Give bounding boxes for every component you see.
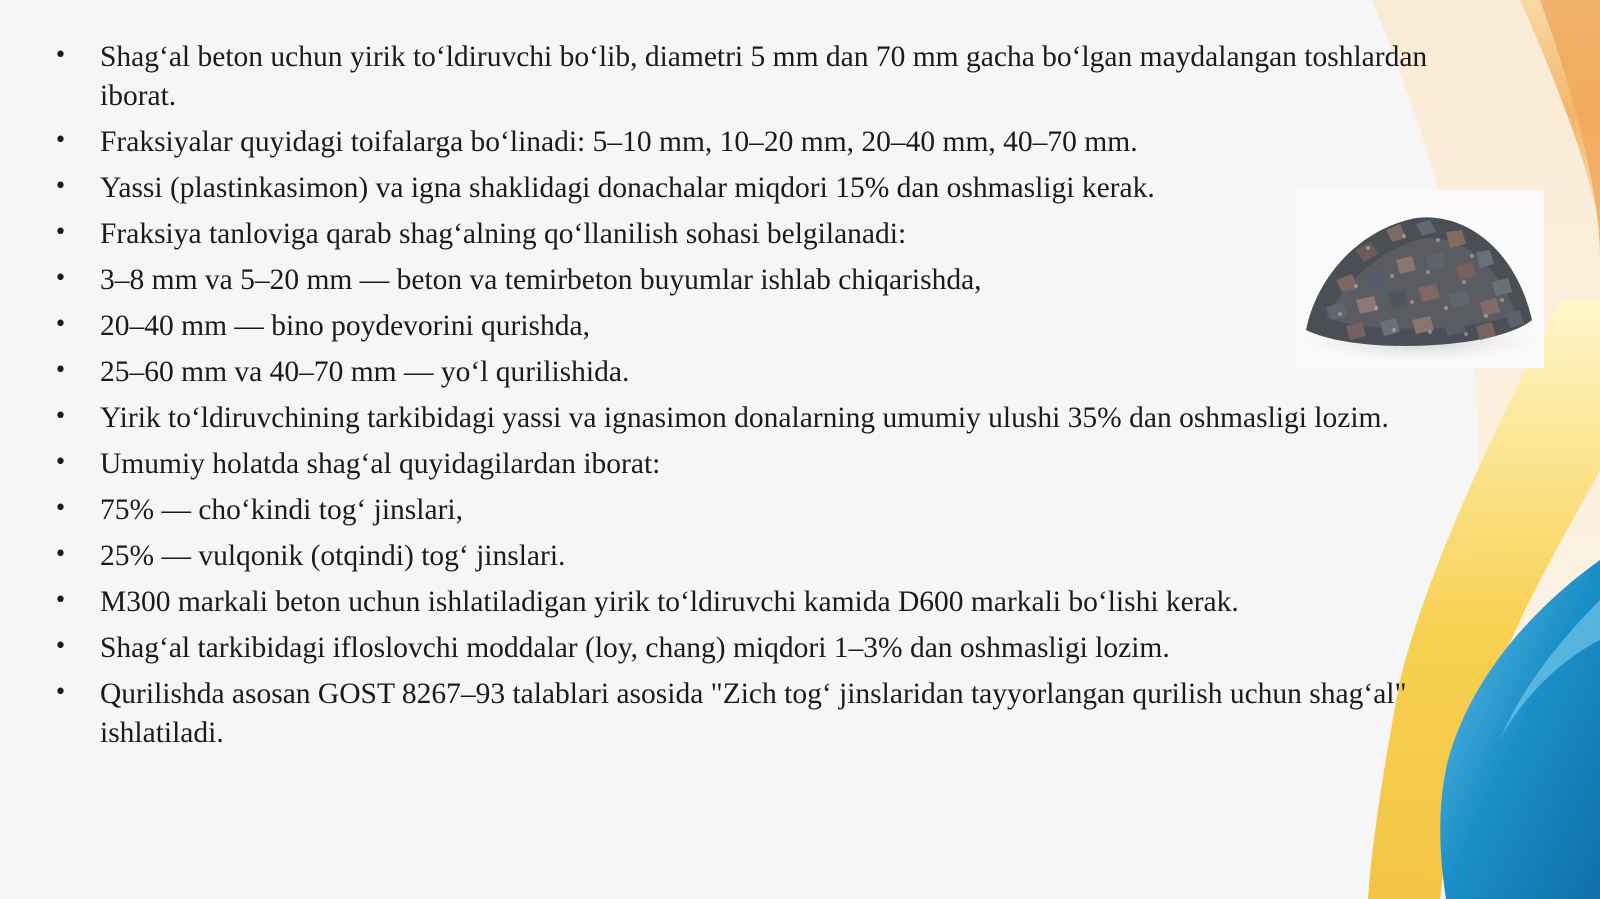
bullet-dot: • <box>54 358 67 383</box>
bullet-text: Yirik to‘ldiruvchining tarkibidagi yassi va ignasimon donalarning umumiy ulushi 35% dan oshmasligi lozim. <box>100 402 1389 434</box>
bullet-item <box>52 307 1472 346</box>
bullet-dot: • <box>54 588 67 613</box>
bullet-text: Umumiy holatda shag‘al quyidagilardan iborat: <box>100 448 661 480</box>
bullet-item <box>52 629 1472 668</box>
bullet-text: 25–60 mm va 40–70 mm — yo‘l qurilishida. <box>100 356 630 388</box>
bullet-item <box>52 261 1472 300</box>
bullet-dot: • <box>54 680 67 705</box>
bullet-item <box>52 583 1472 622</box>
bullet-item <box>52 169 1472 208</box>
bullet-item <box>52 399 1472 438</box>
bullet-item <box>52 491 1472 530</box>
bullet-item <box>52 215 1472 254</box>
bullet-item <box>52 38 1472 116</box>
gravel-pile-icon <box>1296 190 1544 368</box>
bullet-text: 25% — vulqonik (otqindi) tog‘ jinslari. <box>100 540 566 572</box>
bullet-text: 75% — cho‘kindi tog‘ jinslari, <box>100 494 463 526</box>
bullet-dot: • <box>54 220 67 245</box>
bullet-text: Qurilishda asosan GOST 8267–93 talablari asosida "Zich tog‘ jinslaridan tayyorlangan qurilish uchun shag‘al" ishlatiladi. <box>100 678 1407 749</box>
bullet-item <box>52 353 1472 392</box>
bullet-text: Shag‘al beton uchun yirik to‘ldiruvchi bo‘lib, diametri 5 mm dan 70 mm gacha bo‘lgan maydalangan toshlardan iborat. <box>100 41 1428 112</box>
bullet-item <box>52 445 1472 484</box>
bullet-dot: • <box>54 312 67 337</box>
gravel-pile-image <box>1296 190 1544 368</box>
bullet-dot: • <box>54 43 67 68</box>
bullet-dot: • <box>54 266 67 291</box>
bullet-text: M300 markali beton uchun ishlatiladigan yirik to‘ldiruvchi kamida D600 markali bo‘lishi kerak. <box>100 586 1239 618</box>
bullet-list <box>52 38 1472 760</box>
bullet-text: 20–40 mm — bino poydevorini qurishda, <box>100 310 590 342</box>
bullet-text: Fraksiyalar quyidagi toifalarga bo‘linadi: 5–10 mm, 10–20 mm, 20–40 mm, 40–70 mm. <box>100 126 1138 158</box>
bullet-dot: • <box>54 496 67 521</box>
bullet-text: Yassi (plastinkasimon) va igna shaklidagi donachalar miqdori 15% dan oshmasligi kerak. <box>100 172 1155 204</box>
bullet-dot: • <box>54 634 67 659</box>
bullet-text: Fraksiya tanloviga qarab shag‘alning qo‘llanilish sohasi belgilanadi: <box>100 218 907 250</box>
bullet-dot: • <box>54 542 67 567</box>
bullet-dot: • <box>54 404 67 429</box>
bullet-text: 3–8 mm va 5–20 mm — beton va temirbeton buyumlar ishlab chiqarishda, <box>100 264 982 296</box>
bullet-text: Shag‘al tarkibidagi ifloslovchi moddalar (loy, chang) miqdori 1–3% dan oshmasligi lozim. <box>100 632 1170 664</box>
bullet-item <box>52 123 1472 162</box>
bullet-dot: • <box>54 450 67 475</box>
bullet-dot: • <box>54 174 67 199</box>
bullet-item <box>52 537 1472 576</box>
bullet-dot: • <box>54 128 67 153</box>
bullet-item <box>52 675 1472 753</box>
